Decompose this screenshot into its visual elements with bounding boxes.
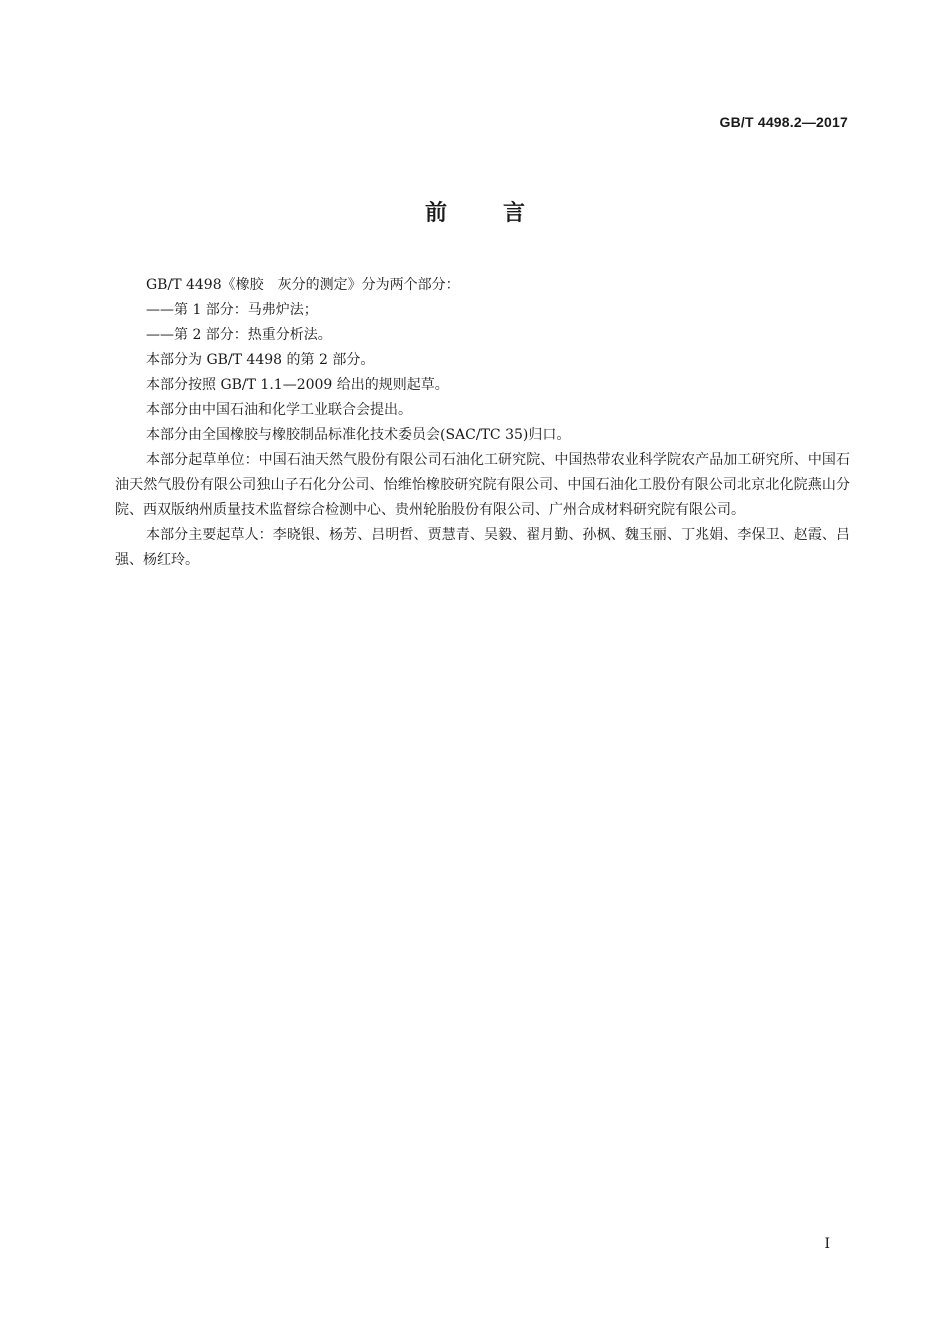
paragraph-drafting-units: 本部分起草单位：中国石油天然气股份有限公司石油化工研究院、中国热带农业科学院农产品加工研究所、中国石油天然气股份有限公司独山子石化分公司、怡维怡橡胶研究院有限公司、中国石油化工股份有限公司北京北化院燕山分院、西双版纳州质量技术监督综合检测中心、贵州轮胎股份有限公司、广州合成材料研究院有限公司。 [115,452,850,518]
page-title: 前言 [424,201,581,226]
paragraph-main-drafters: 本部分主要起草人：李晓银、杨芳、吕明哲、贾慧青、吴毅、翟月勤、孙枫、魏玉丽、丁兆娟、李保卫、赵霞、吕强、杨红玲。 [115,527,850,568]
page-number: I [824,1236,830,1252]
paragraph-proposed-by: 本部分由中国石油和化学工业联合会提出。 [146,402,412,418]
standard-number: GB/T 4498.2—2017 [719,114,848,130]
foreword-body [115,273,850,573]
paragraph-part-1: ——第 1 部分：马弗炉法； [146,302,318,318]
paragraph-this-part: 本部分为 GB/T 4498 的第 2 部分。 [146,352,375,368]
paragraph-centralized-by: 本部分由全国橡胶与橡胶制品标准化技术委员会(SAC/TC 35)归口。 [146,427,571,443]
paragraph-part-2: ——第 2 部分：热重分析法。 [146,327,332,343]
paragraph-parts-intro: GB/T 4498《橡胶 灰分的测定》分为两个部分： [146,277,460,293]
paragraph-drafting-rules: 本部分按照 GB/T 1.1—2009 给出的规则起草。 [146,377,449,393]
